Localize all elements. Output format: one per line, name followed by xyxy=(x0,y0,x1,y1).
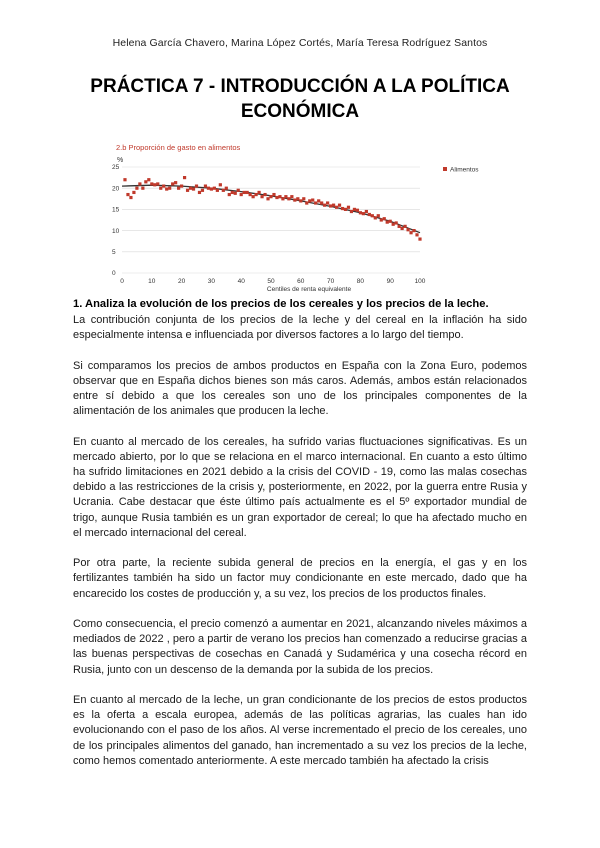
trend-line xyxy=(122,185,420,233)
y-tick-label: 25 xyxy=(112,164,120,172)
data-point xyxy=(231,191,234,194)
legend-label: Alimentos xyxy=(450,166,479,174)
paragraph: Por otra parte, la reciente subida general de precios en la energía, el gas y en los fertilizantes también ha sido un factor muy condicionante en este mercado, dado que ha encarecido los costes de producción y, a su vez, los precios de los productos finales. xyxy=(73,557,527,600)
data-point xyxy=(263,193,266,196)
data-point xyxy=(344,208,347,211)
data-point xyxy=(377,214,380,217)
data-point xyxy=(389,220,392,223)
data-point xyxy=(204,184,207,187)
data-point xyxy=(290,195,293,198)
y-axis-label: % xyxy=(117,157,124,164)
data-point xyxy=(335,206,338,209)
y-tick-label: 15 xyxy=(112,206,120,214)
legend-swatch xyxy=(443,167,447,171)
data-point xyxy=(353,208,356,211)
data-point xyxy=(359,211,362,214)
data-point xyxy=(216,189,219,192)
data-point xyxy=(171,182,174,185)
data-point xyxy=(272,193,275,196)
x-tick-label: 0 xyxy=(120,278,124,285)
data-point xyxy=(126,193,129,196)
data-point xyxy=(144,180,147,183)
y-tick-label: 0 xyxy=(112,270,116,278)
data-point xyxy=(192,187,195,190)
food-spending-chart xyxy=(108,140,498,298)
data-point xyxy=(287,197,290,200)
data-point xyxy=(123,178,126,181)
data-point xyxy=(249,193,252,196)
data-point xyxy=(293,198,296,201)
data-point xyxy=(266,197,269,200)
data-point xyxy=(246,191,249,194)
x-axis-label: Centiles de renta equivalente xyxy=(266,286,352,293)
data-point xyxy=(150,182,153,185)
x-tick-label: 30 xyxy=(207,278,216,285)
data-point xyxy=(398,225,401,228)
data-point xyxy=(207,187,210,190)
data-point xyxy=(156,182,159,185)
data-point xyxy=(326,201,329,204)
data-point xyxy=(296,197,299,200)
data-point xyxy=(237,189,240,192)
data-point xyxy=(228,193,231,196)
data-point xyxy=(198,191,201,194)
data-point xyxy=(186,189,189,192)
data-point xyxy=(180,184,183,187)
data-point xyxy=(311,198,314,201)
data-point xyxy=(240,193,243,196)
data-point xyxy=(383,217,386,220)
data-point xyxy=(281,197,284,200)
x-tick-label: 70 xyxy=(326,278,335,285)
data-point xyxy=(278,195,281,198)
data-point xyxy=(153,183,156,186)
data-point xyxy=(392,223,395,226)
y-tick-label: 5 xyxy=(112,249,116,256)
data-point xyxy=(174,181,177,184)
data-point xyxy=(195,184,198,187)
data-point xyxy=(317,199,320,202)
data-point xyxy=(255,193,258,196)
data-point xyxy=(165,187,168,190)
data-point xyxy=(260,195,263,198)
x-tick-label: 100 xyxy=(414,278,426,285)
data-point xyxy=(412,229,415,232)
data-point xyxy=(305,201,308,204)
y-tick-labels xyxy=(112,164,120,277)
data-point xyxy=(350,210,353,213)
data-point xyxy=(138,182,141,185)
data-point xyxy=(320,201,323,204)
data-point xyxy=(341,207,344,210)
data-point xyxy=(162,184,165,187)
paragraph: En cuanto al mercado de la leche, un gran condicionante de los precios de estos productos es la oferta a escala europea, además de las políticas agrarias, las cuales han ido evolucionando con el paso de los años. Al verse incrementado el precio de los cereales, uno de los principales alimentos del ganado, han incrementado a su vez los precios de la leche, como hemos comentado anteriormente. A este mercado también ha afectado la crisis xyxy=(73,694,527,767)
data-point xyxy=(347,206,350,209)
data-point xyxy=(159,187,162,190)
data-point xyxy=(234,192,237,195)
paragraph: Si comparamos los precios de ambos productos en España con la Zona Euro, podemos observar que en España dichos bienes son más caros. Además, ambos están relacionados entre sí debido a que los cereales son uno de los principales componentes de la alimentación de los animales que producen la leche. xyxy=(73,359,527,418)
paragraph: Como consecuencia, el precio comenzó a aumentar en 2021, alcanzando niveles máximos a mediados de 2022 , pero a partir de verano los precios han comenzado a reducirse gracias a las buenas perspectivas de cosechas en Canadá y Sudamérica y una cosecha récord en Rusia, junto con un descenso de la demanda por la subida de los precios. xyxy=(73,618,527,676)
data-point xyxy=(183,176,186,179)
data-point xyxy=(201,189,204,192)
x-tick-label: 50 xyxy=(267,278,275,285)
x-tick-label: 90 xyxy=(386,278,394,285)
data-point xyxy=(257,191,260,194)
data-point xyxy=(338,204,341,207)
data-point xyxy=(329,204,332,207)
data-point xyxy=(314,201,317,204)
data-point xyxy=(418,237,421,240)
data-point xyxy=(368,213,371,216)
data-point xyxy=(409,231,412,234)
data-point xyxy=(213,187,216,190)
y-tick-label: 20 xyxy=(112,185,120,193)
chart-grid xyxy=(122,167,420,273)
data-point xyxy=(168,187,171,190)
data-point xyxy=(147,178,150,181)
data-point xyxy=(380,218,383,221)
data-point xyxy=(252,195,255,198)
body-text xyxy=(73,313,527,784)
data-point xyxy=(308,199,311,202)
y-tick-label: 10 xyxy=(112,227,120,235)
x-tick-label: 20 xyxy=(177,278,186,285)
data-point xyxy=(222,189,225,192)
paragraph: En cuanto al mercado de los cereales, ha sufrido varias fluctuaciones significativas. Es un mercado abierto, por lo que se relaciona en el marco internacional. En cuanto a esto último ha sufrido limitaciones en 2021 debido a la crisis del COVID - 19, como las malas cosechas debido a las restricciones de la crisis y, posteriormente, en 2022, por la guerra entre Rusia y Ucrania. Cabe destacar que éste último país actualmente es el 5º exportador mundial de trigo, aunque Rusia también es un gran exportador de cereal; lo que ha afectado mucho en el mercado internacional del cereal. xyxy=(73,435,527,539)
data-point xyxy=(210,187,213,190)
data-point xyxy=(323,204,326,207)
x-tick-label: 10 xyxy=(148,278,156,285)
paragraph: La contribución conjunta de los precios de la leche y del cereal en la inflación ha sido especialmente intensa e influenciada por diversos factores a lo largo del tiempo. xyxy=(73,314,527,342)
author-line: Helena García Chavero, Marina López Cortés, María Teresa Rodríguez Santos xyxy=(112,37,488,49)
data-point xyxy=(356,209,359,212)
data-point xyxy=(371,214,374,217)
data-point xyxy=(189,187,192,190)
data-point xyxy=(404,225,407,228)
data-point xyxy=(141,187,144,190)
data-point xyxy=(332,204,335,207)
data-point xyxy=(269,195,272,198)
page-title: PRÁCTICA 7 - INTRODUCCIÓN A LA POLÍTICA ECONÓMICA xyxy=(90,76,510,122)
data-point xyxy=(395,221,398,224)
x-tick-label: 80 xyxy=(356,278,365,285)
data-point xyxy=(219,183,222,186)
data-point xyxy=(386,221,389,224)
chart-title: 2.b Proporción de gasto en alimentos xyxy=(116,143,241,152)
question-heading: 1. Analiza la evolución de los precios de los cereales y los precios de la leche. xyxy=(73,298,489,310)
data-point xyxy=(362,212,365,215)
data-point xyxy=(299,199,302,202)
x-tick-labels xyxy=(120,278,426,285)
data-point xyxy=(415,233,418,236)
data-point xyxy=(177,187,180,190)
data-point xyxy=(406,228,409,231)
data-point xyxy=(284,195,287,198)
data-point xyxy=(401,227,404,230)
data-point xyxy=(374,216,377,219)
data-point xyxy=(243,191,246,194)
x-tick-label: 40 xyxy=(237,278,245,285)
data-point xyxy=(275,196,278,199)
data-point xyxy=(225,187,228,190)
data-point xyxy=(302,197,305,200)
data-point xyxy=(135,187,138,190)
data-point xyxy=(132,191,135,194)
data-point xyxy=(129,196,132,199)
x-tick-label: 60 xyxy=(297,278,305,285)
data-point xyxy=(365,210,368,213)
